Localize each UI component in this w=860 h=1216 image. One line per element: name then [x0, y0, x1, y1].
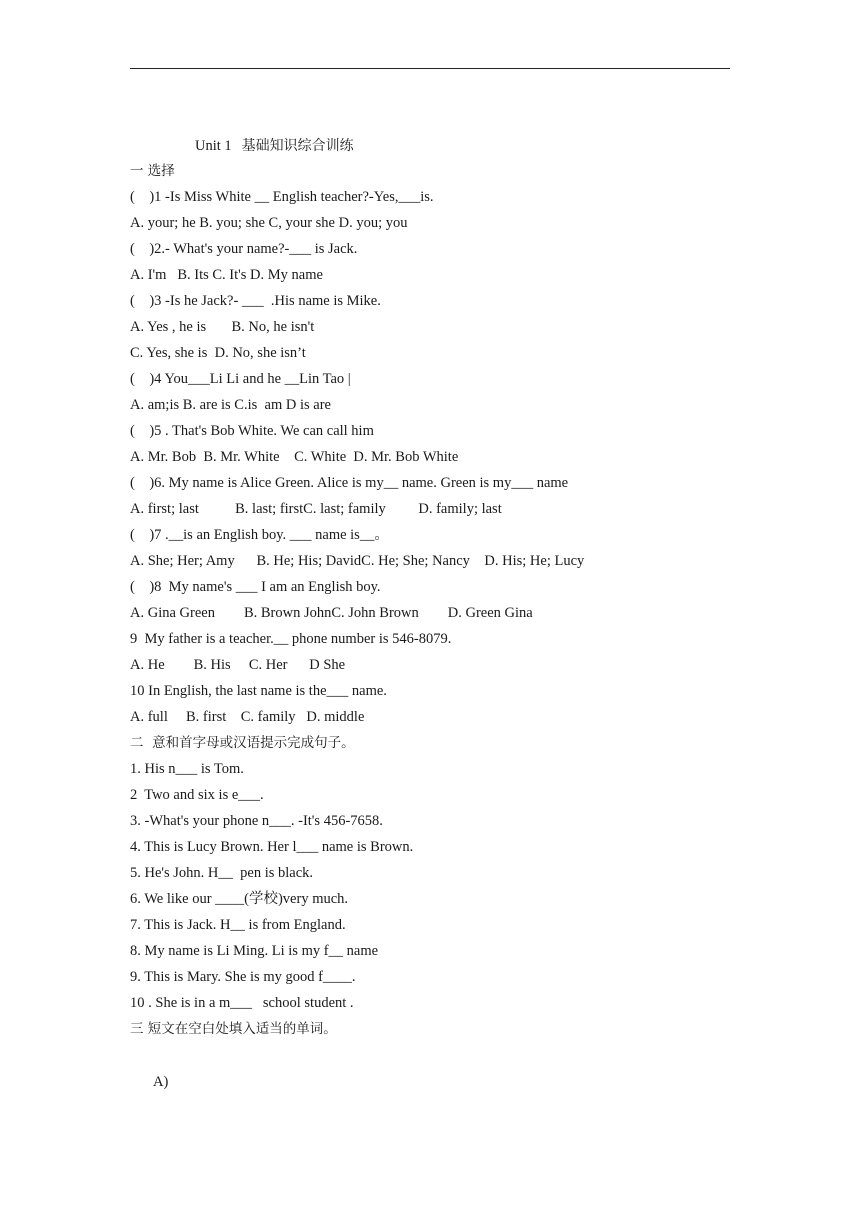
worksheet-line: 4. This is Lucy Brown. Her l___ name is Brown. [130, 839, 414, 855]
worksheet-line: A. your; he B. you; she C, your she D. you; you [130, 215, 408, 231]
worksheet-line: ( )5 . That's Bob White. We can call him [130, 423, 374, 439]
worksheet-line: 8. My name is Li Ming. Li is my f__ name [130, 943, 379, 959]
worksheet-line: 10 In English, the last name is the___ name. [130, 683, 387, 699]
section-heading: 二 意和首字母或汉语提示完成句子。 [130, 735, 355, 751]
title-cn: 基础知识综合训练 [241, 138, 354, 154]
worksheet-line: A. first; last B. last; firstC. last; family D. family; last [130, 501, 502, 517]
worksheet-line: A. He B. His C. Her D She [130, 657, 346, 673]
worksheet-line: ( )3 -Is he Jack?- ___ .His name is Mike. [130, 293, 381, 309]
worksheet-line: 10 . She is in a m___ school student . [130, 995, 354, 1011]
worksheet-line: ( )4 You___Li Li and he __Lin Tao | [130, 371, 351, 387]
header-rule [130, 68, 730, 69]
worksheet-line: C. Yes, she is D. No, she isn’t [130, 345, 306, 361]
worksheet-line: A. She; Her; Amy B. He; His; DavidC. He; She; Nancy D. His; He; Lucy [130, 553, 585, 569]
worksheet-line: A. Mr. Bob B. Mr. White C. White D. Mr. Bob White [130, 449, 459, 465]
worksheet-line: A. full B. first C. family D. middle [130, 709, 365, 725]
worksheet-line: ( )2.- What's your name?-___ is Jack. [130, 241, 358, 257]
worksheet-line: A. Gina Green B. Brown JohnC. John Brown D. Green Gina [130, 605, 533, 621]
unit-label: Unit 1 [195, 138, 232, 154]
worksheet-line: 3. -What's your phone n___. -It's 456-7658. [130, 813, 383, 829]
worksheet-line: A. am;is B. are is C.is am D is are [130, 397, 331, 413]
worksheet-title [195, 136, 354, 156]
section-heading: 一 选择 [130, 163, 175, 179]
worksheet-line: A. Yes , he is B. No, he isn't [130, 319, 315, 335]
worksheet-line: ( )7 .__is an English boy. ___ name is__。 [130, 527, 389, 543]
part-a-label: A) [153, 1074, 169, 1090]
worksheet-line: 5. He's John. H__ pen is black. [130, 865, 314, 881]
worksheet-line: 1. His n___ is Tom. [130, 761, 244, 777]
section-heading: 三 短文在空白处填入适当的单词。 [130, 1021, 337, 1037]
worksheet-line: 7. This is Jack. H__ is from England. [130, 917, 346, 933]
worksheet-line: 6. We like our ____(学校)very much. [130, 891, 349, 907]
worksheet-line: A. I'm B. Its C. It's D. My name [130, 267, 323, 283]
worksheet-body [130, 161, 750, 1045]
worksheet-line: 9. This is Mary. She is my good f____. [130, 969, 356, 985]
worksheet-line: ( )8 My name's ___ I am an English boy. [130, 579, 381, 595]
worksheet-line: ( )1 -Is Miss White __ English teacher?-Yes,___is. [130, 189, 434, 205]
worksheet-line: 2 Two and six is e___. [130, 787, 264, 803]
worksheet-line: 9 My father is a teacher.__ phone number is 546-8079. [130, 631, 452, 647]
worksheet-line: ( )6. My name is Alice Green. Alice is my__ name. Green is my___ name [130, 475, 569, 491]
